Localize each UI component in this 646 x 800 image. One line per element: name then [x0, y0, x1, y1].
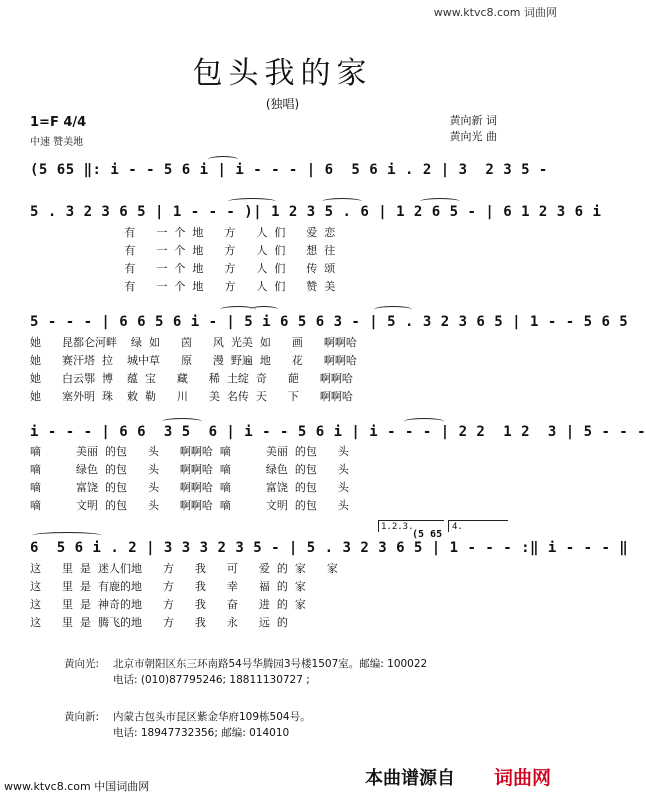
score-line-3: 5 - - - | 6 6 5 6 i - | 5 i 6 5 6 3 - | 5 . 3 2 3 6 5 | 1 - - 5 6 5	[30, 314, 629, 330]
site-url[interactable]: www.ktvc8.com	[433, 6, 521, 19]
lyric-line-4-verse-3: 嘀 富饶 的包 头 啊啊哈 嘀 富饶 的包 头	[30, 481, 349, 494]
composer-credit: 黄向光 曲	[449, 130, 497, 143]
tempo-marking: 中速 赞美地	[30, 137, 84, 148]
contact-2-phone: 电话: 18947732356; 邮编: 014010	[113, 727, 290, 739]
lyric-line-2-verse-4: 有 一 个 地 方 人 们 赞 美	[30, 280, 336, 293]
lyric-line-5-verse-1: 这 里 是 迷人们地 方 我 可 爱 的 家 家	[30, 562, 338, 575]
lyric-line-3-verse-1: 她 昆都仑河畔 绿 如 茵 风 光美 如 画 啊啊哈	[30, 336, 357, 349]
score-line-4: i - - - | 6 6 3 5 6 | i - - 5 6 i | i - - - | 2 2 1 2 3 | 5 - - -	[30, 424, 646, 440]
contact-2-name: 黄向新:	[64, 711, 100, 723]
lyric-line-3-verse-2: 她 赛汗塔 拉 城中草 原 漫 野遍 地 花 啊啊哈	[30, 354, 357, 367]
lyric-line-5-verse-4: 这 里 是 腾飞的地 方 我 永 远 的	[30, 616, 288, 629]
contact-1-address: 北京市朝阳区东三环南路54号华腾园3号楼1507室。邮编: 100022	[113, 658, 428, 670]
contact-1-phone: 电话: (010)87795246; 18811130727 ;	[113, 674, 310, 686]
fourth-ending-label: 4.	[452, 522, 463, 532]
lyric-line-2-verse-3: 有 一 个 地 方 人 们 传 颂	[30, 262, 336, 275]
score-line-2: 5 . 3 2 3 6 5 | 1 - - - )| 1 2 3 5 . 6 | 1 2 6 5 - | 6 1 2 3 6 i	[30, 204, 602, 220]
site-footer-left	[4, 778, 149, 794]
song-subtitle: (独唱)	[265, 97, 300, 111]
score-line-5: 6 5 6 i . 2 | 3 3 3 2 3 5 - | 5 . 3 2 3 6 5 | 1 - - - :‖ i - - - ‖	[30, 540, 629, 556]
lyric-line-5-verse-3: 这 里 是 神奇的地 方 我 奋 进 的 家	[30, 598, 306, 611]
contact-2-address: 内蒙古包头市昆区紫金华府109栋504号。	[113, 711, 311, 723]
footer-site-url[interactable]: www.ktvc8.com	[4, 780, 91, 793]
source-label: 本曲谱源自	[365, 768, 455, 789]
lyric-line-4-verse-2: 嘀 绿色 的包 头 啊啊哈 嘀 绿色 的包 头	[30, 463, 349, 476]
lyricist-credit: 黄向新 词	[449, 114, 497, 127]
song-title: 包头我的家	[192, 56, 373, 91]
site-name: 词曲网	[524, 6, 557, 19]
lyric-line-3-verse-3: 她 白云鄂 博 蕴 宝 藏 稀 土绽 奇 葩 啊啊哈	[30, 372, 353, 385]
score-line-1: (5 65 ‖: i - - 5 6 i | i - - - | 6 5 6 i . 2 | 3 2 3 5 -	[30, 162, 548, 178]
footer-site-name: 中国词曲网	[94, 780, 150, 793]
lyric-line-4-verse-4: 嘀 文明 的包 头 啊啊哈 嘀 文明 的包 头	[30, 499, 349, 512]
source-site-logo[interactable]: 词曲网	[493, 767, 551, 789]
site-header	[434, 4, 557, 20]
contact-1-name: 黄向光:	[64, 658, 100, 670]
lyric-line-3-verse-4: 她 塞外明 珠 敕 勒 川 美 名传 天 下 啊啊哈	[30, 390, 353, 403]
key-signature: 1=F 4/4	[30, 115, 87, 130]
lyric-line-4-verse-1: 嘀 美丽 的包 头 啊啊哈 嘀 美丽 的包 头	[30, 445, 349, 458]
lyric-line-2-verse-2: 有 一 个 地 方 人 们 想 往	[30, 244, 336, 257]
lyric-line-5-verse-2: 这 里 是 有鹿的地 方 我 幸 福 的 家	[30, 580, 306, 593]
lyric-line-2-verse-1: 有 一 个 地 方 人 们 爱 恋	[30, 226, 336, 239]
first-ending-label: 1.2.3.	[381, 522, 414, 532]
first-ending-notes: (5 65	[412, 529, 443, 540]
